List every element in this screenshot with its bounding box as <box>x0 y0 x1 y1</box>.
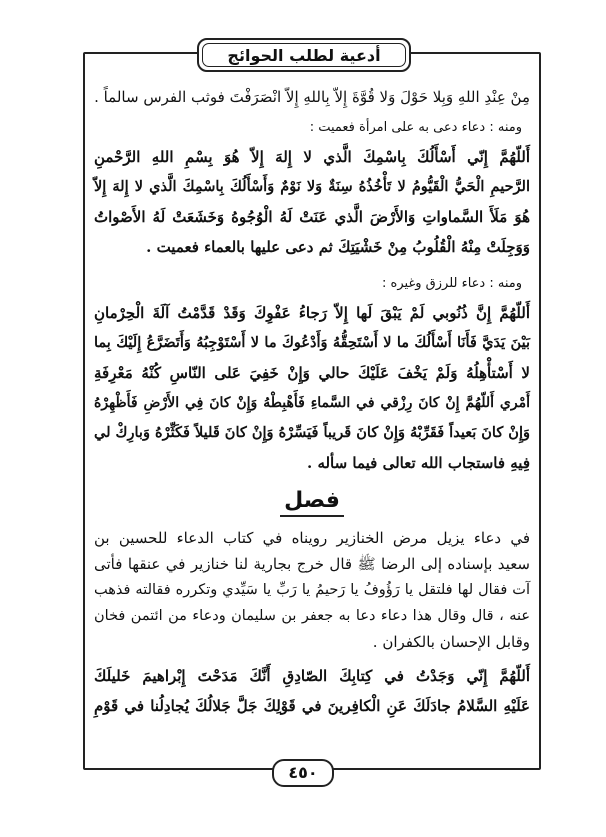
section-intro: ومنه : دعاء دعى به على امرأة فعميت : <box>309 120 522 135</box>
prayer-line: لا أَسْتأْهِلُهُ وَلَمْ يَخْفَ عَلَيْكَ حالي وَإِنْ خَفِيَ عَلى النّاسِ كُنْهُ مَعْرِفَةِ <box>94 364 530 382</box>
text-line: وقابل الإحسان بالكفران . <box>372 633 530 651</box>
page-number: ٤٥٠ <box>272 759 333 787</box>
prayer-line: أَللّهُمَّ إِنّي أَسْأَلُكَ بِاسْمِكَ الَّذي لا إِلهَ إِلاّ هُوَ بِسْمِ اللهِ الرَّحْمنِ <box>94 148 530 166</box>
text-line: آت فقال لها فلتقل يا رَؤُوفُ يا رَحيمُ يا رَبِّ يا سَيِّدي وتكرره فقالته فذهب <box>94 582 530 598</box>
section-title: فصل <box>280 488 344 517</box>
prayer-line: أَمْري أَللّهُمَّ إِنْ كانَ رِزْقي في السَّماءِ فَأَهْبِطْهُ وَإِنْ كانَ فِي الأَرْضِ فَأَظْهِرْهُ <box>94 395 530 411</box>
prayer-line: أَللّهُمَّ إِنَّ ذُنُوبي لَمْ يَبْقَ لَها إِلاّ رَجاءُ عَفْوِكَ وَقَدْ قَدَّمْتُ آلَةَ الْحِرْمانِ <box>94 304 530 322</box>
text-line: في دعاء يزيل مرض الخنازير رويناه في كتاب الدعاء للحسين بن <box>94 529 530 547</box>
prayer-line: أَللّهُمَّ إِنّي وَجَدْتُ في كِتابِكَ الصّادِقِ أَنَّكَ مَدَحْتَ إِبْراهيمَ خَليلَكَ <box>94 667 530 685</box>
footer <box>0 759 606 787</box>
section-intro: ومنه : دعاء للرزق وغيره : <box>382 276 522 291</box>
page-body <box>94 78 530 721</box>
prayer-line: فِيهِ فاستجاب الله تعالى فيما سأله . <box>307 454 530 472</box>
text-line: مِنْ عِنْدِ اللهِ وَبِلا حَوْلَ وَلا قُوَّةَ إِلاّ بِاللهِ إِلاّ انْصَرَفْتَ فوثب الفرس سالماً . <box>94 88 530 106</box>
prayer-line: الرَّحيمِ الْحَيُّ الْقَيُّومُ لا تَأْخُذُهُ سِنَةٌ وَلا نَوْمٌ وَأَسْأَلُكَ بِاسْمِكَ الَّذي لا إِلهَ إِلاّ <box>94 178 530 195</box>
header-title: أدعية لطلب الحوائج <box>227 45 381 65</box>
text-line: سعيد بإسناده إلى الرضا ﷺ قال خرج بجارية لنا خنازير في عنقها فأتى <box>94 555 530 573</box>
section-heading <box>94 488 530 517</box>
text-line: عنه ، قال وقال هذا دعاء دعا به جعفر بن سليمان ودعاء من ائتمن فخان <box>94 608 530 624</box>
running-header <box>197 38 411 72</box>
prayer-line: بَيْنَ يَدَيَّ فَأَنَا أَسْأَلُكَ ما لا أَسْتَحِقُّهُ وَأَدْعُوكَ ما لا أَسْتَوْجِبُهُ وَأَتَضَرَّعُ إِلَيْكَ بِما <box>94 334 530 351</box>
prayer-line: وَوَجِلَتْ مِنْهُ الْقُلُوبُ مِنْ خَشْيَتِكَ ثم دعى عليها بالعماء فعميت . <box>146 238 530 256</box>
prayer-line: عَلَيْهِ السَّلامُ جادَلَكَ عَنِ الْكافِرينَ في قَوْلِكَ جَلَّ جَلالُكَ يُجادِلُنا في قَوْمِ <box>94 697 530 715</box>
prayer-line: وَإِنْ كانَ بَعيداً فَقَرِّبْهُ وَإِنْ كانَ قَريباً فَيَسِّرْهُ وَإِنْ كانَ قَليلاً فَكَثِّرْهُ وَبارِكْ لي <box>94 424 530 441</box>
prayer-line: هُوَ مَلَأَ السَّماواتِ وَالأَرْضَ الَّذي عَنَتْ لَهُ الْوُجُوهُ وَخَشَعَتْ لَهُ الأَصْواتُ <box>94 208 530 226</box>
